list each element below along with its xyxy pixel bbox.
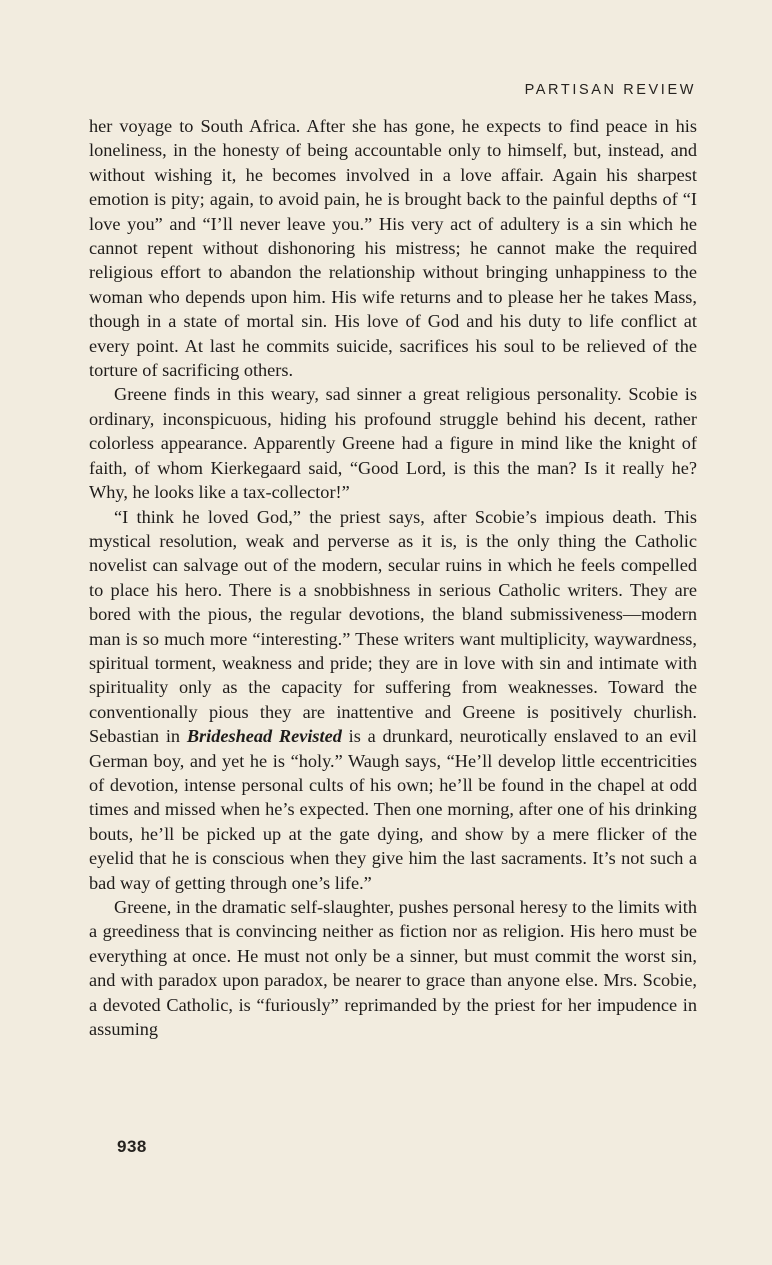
running-header: PARTISAN REVIEW — [524, 82, 696, 98]
page-number: 938 — [117, 1137, 147, 1156]
body-text — [89, 114, 697, 1041]
paragraph-3 — [89, 505, 697, 896]
book-title-italic: Brideshead Revisted — [186, 726, 342, 747]
paragraph-1-text: her voyage to South Africa. After she has gone, he expects to find peace in his loneliness, in the honesty of being accountable only to himself, but, instead, and without wishing it, he becomes involved in a love affair. Again his sharpest emotion is pity; again, to avoid pain, he is brought back to the painful depths of “I love you” and “I’ll never leave you.” His very act of adultery is a sin which he cannot repent without dishonoring his mistress; he cannot make the required religious effort to abandon the relationship without bringing unhappiness to the woman who depends upon him. His wife returns and to please her he takes Mass, though in a state of mortal sin. His love of God and his duty to life conflict at every point. At last he commits suicide, sacrifices his soul to be relieved of the torture of sacrificing others. — [89, 116, 697, 381]
paragraph-4-text: Greene, in the dramatic self-slaughter, pushes personal heresy to the limits with a greediness that is convincing neither as fiction nor as religion. His hero must be everything at once. He must not only be a sinner, but must commit the worst sin, and with paradox upon paradox, be nearer to grace than anyone else. Mrs. Scobie, a devoted Catholic, is “furiously” reprimanded by the priest for her impudence in assuming — [89, 897, 697, 1040]
paragraph-2-text: Greene finds in this weary, sad sinner a great religious personality. Scobie is ordinary, inconspicuous, hiding his profound struggle behind his decent, rather colorless appearance. Apparently Greene had a figure in mind like the knight of faith, of whom Kierkegaard said, “Good Lord, is this the man? Is it really he? Why, he looks like a tax-collector!” — [89, 384, 697, 503]
paragraph-2 — [89, 382, 697, 504]
paragraph-3-text-after: is a drunkard, neurotically enslaved to an evil German boy, and yet he is “holy.” Waugh says, “He’ll develop little eccentricities of devotion, intense personal cults of his own; he’ll be found in the chapel at odd times and missed when he’s expected. Then one morning, after one of his drinking bouts, he’ll be picked up at the gate dying, and show by a mere flicker of the eyelid that he is conscious when they give him the last sacraments. It’s not such a bad way of getting through one’s life.” — [89, 726, 697, 893]
paragraph-1 — [89, 114, 697, 382]
paragraph-3-text: “I think he loved God,” the priest says, after Scobie’s impious death. This mystical resolution, weak and perverse as it is, is the only thing the Catholic novelist can salvage out of the modern, secular ruins in which he feels compelled to place his hero. There is a snobbishness in serious Catholic writers. They are bored with the pious, the regular devotions, the bland submissiveness—modern man is so much more “interesting.” These writers want multiplicity, waywardness, spiritual torment, weakness and pride; they are in love with sin and intimate with spirituality only as the capacity for suffering from weaknesses. Toward the conventionally pious they are inattentive and Greene is positively churlish. Sebastian in — [89, 506, 697, 747]
paragraph-4 — [89, 895, 697, 1041]
